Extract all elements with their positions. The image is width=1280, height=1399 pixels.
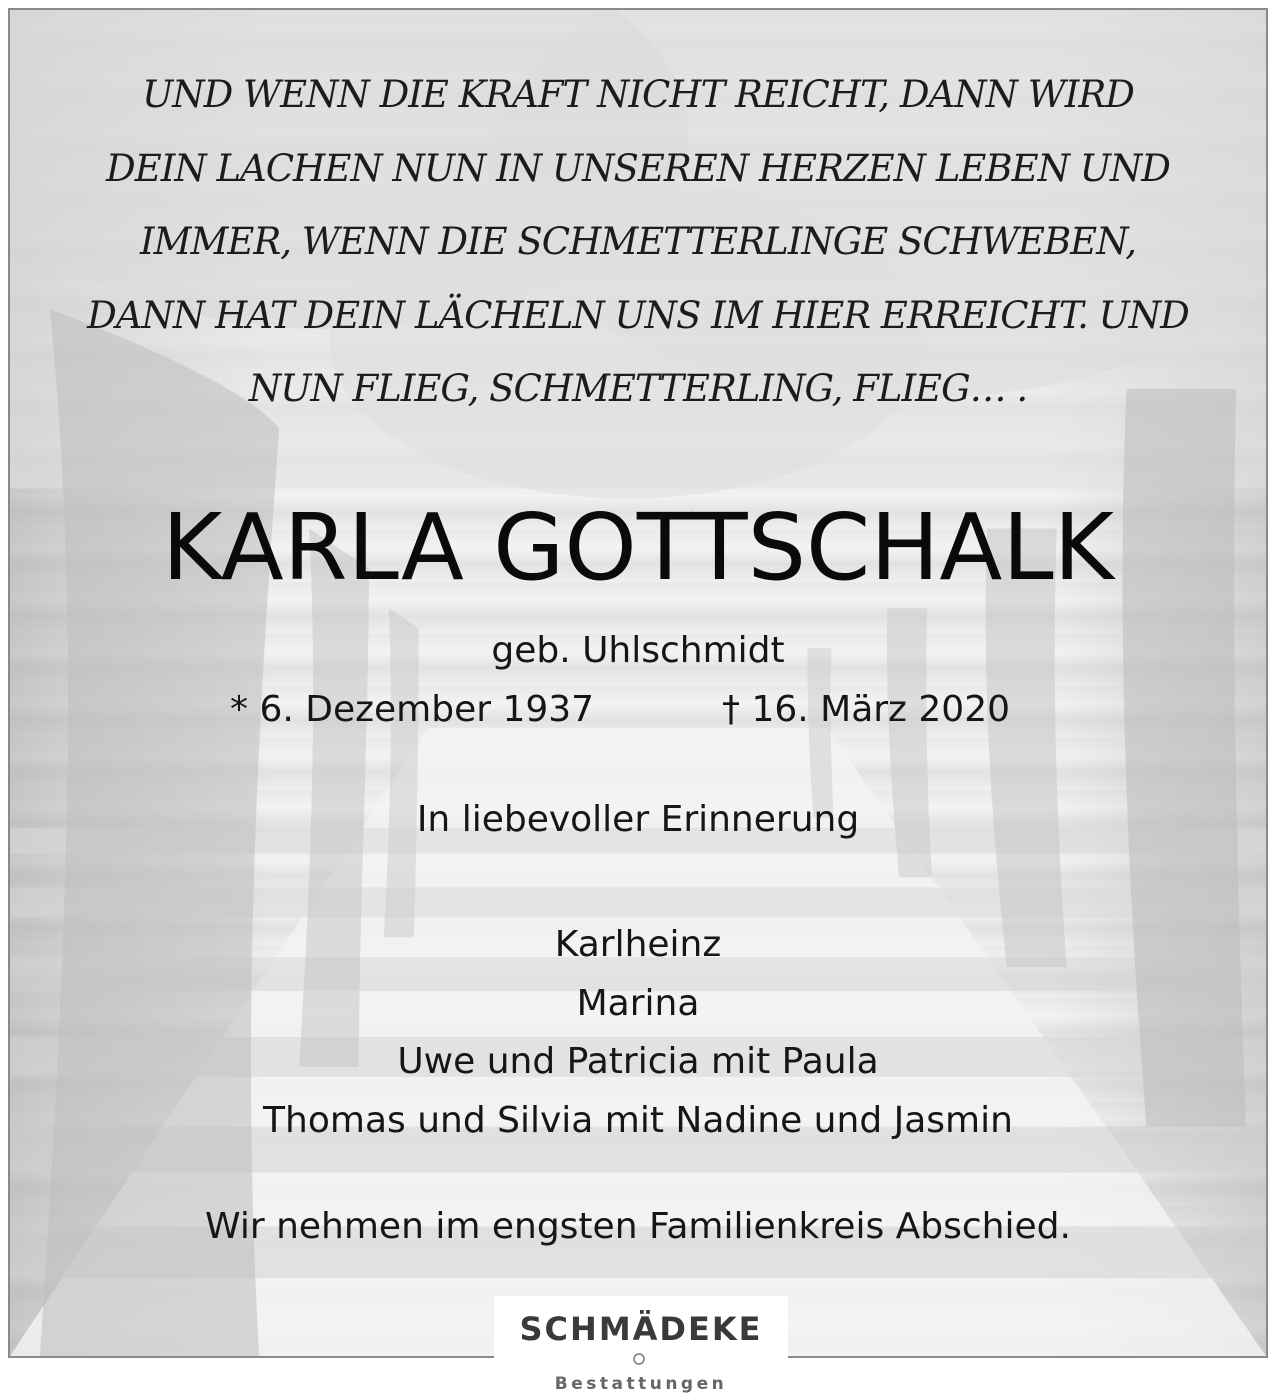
verse-line: DANN HAT DEIN LÄCHELN UNS IM HIER ERREICHT. UND bbox=[87, 293, 1189, 337]
maiden-name: geb. Uhlschmidt bbox=[491, 630, 785, 671]
family-member: Karlheinz bbox=[554, 924, 722, 965]
birth-date: * 6. Dezember 1937 bbox=[230, 689, 595, 730]
funeral-home-name: SCHMÄDEKE bbox=[519, 1310, 763, 1348]
verse-line: NUN FLIEG, SCHMETTERLING, FLIEG… . bbox=[248, 367, 1028, 410]
memory-text: In liebevoller Erinnerung bbox=[416, 799, 860, 840]
farewell-text: Wir nehmen im engsten Familienkreis Abschied. bbox=[205, 1206, 1071, 1247]
family-member: Thomas und Silvia mit Nadine und Jasmin bbox=[263, 1099, 1013, 1141]
family-member: Marina bbox=[576, 982, 700, 1024]
funeral-home-logo bbox=[494, 1296, 788, 1399]
verse bbox=[40, 58, 1236, 426]
family-member: Uwe und Patricia mit Paula bbox=[397, 1041, 879, 1082]
verse-line: DEIN LACHEN NUN IN UNSEREN HERZEN LEBEN UND bbox=[106, 146, 1170, 190]
obituary-notice bbox=[8, 8, 1268, 1358]
funeral-home-subtitle: Bestattungen bbox=[554, 1374, 728, 1394]
verse-line: IMMER, WENN DIE SCHMETTERLINGE SCHWEBEN, bbox=[140, 220, 1136, 263]
verse-line: UND WENN DIE KRAFT NICHT REICHT, DANN WIRD bbox=[142, 73, 1134, 116]
death-date: † 16. März 2020 bbox=[722, 689, 1011, 730]
deceased-name: KARLA GOTTSCHALK bbox=[162, 494, 1114, 601]
family-list bbox=[10, 916, 1266, 1150]
ring-icon bbox=[632, 1352, 646, 1366]
